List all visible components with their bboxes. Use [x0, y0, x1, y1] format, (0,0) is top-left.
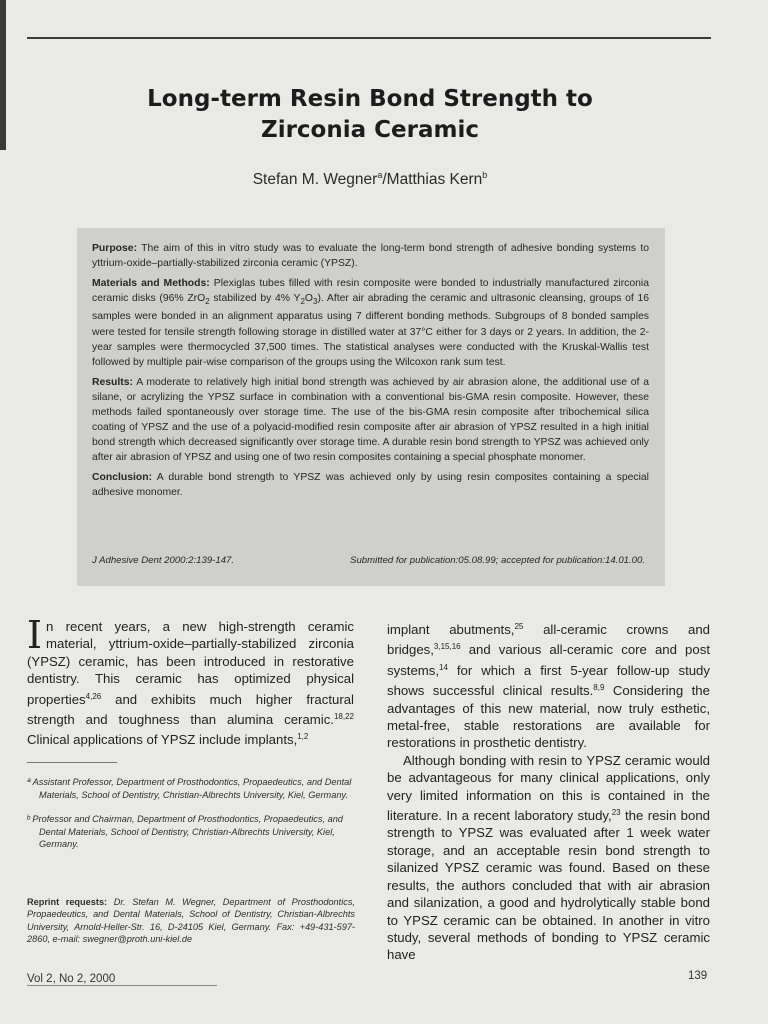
conclusion-label: Conclusion: — [92, 472, 153, 484]
footnote-rule — [27, 762, 117, 763]
results-text: A moderate to relatively high initial bond strength was achieved by air abrasion alone, the additional use of a silane, or acrylizing the YPSZ surface in combination with a conventional bis-GMA resin composite. However, these methods failed spontaneously over storage time. The use of the bis-GMA resin composite after tribochemical silica coating of YPSZ and the use of a polyacid-modified resin composite after air abrasion of YPSZ resulted in a high initial bond strength which decreased significantly over storage time. A durable resin bond strength to YPSZ was achieved only after air abrasion of YPSZ and using one of two resin composites containing a special phosphate monomer. — [92, 376, 649, 464]
author-line — [120, 170, 620, 189]
col2-text-2: all-ceramic crowns and bridges, — [387, 622, 711, 658]
abstract-conclusion — [92, 470, 649, 500]
abstract-methods — [92, 276, 649, 370]
author-2: Matthias Kern — [386, 171, 483, 189]
intro-text-1: n recent years, a new high-strength ceramic material, yttrium-oxide–partially-stabilized zirconia (YPSZ) ceramic, has been introduced in restorative dentistry. This ceramic has optimized physical properties — [27, 619, 354, 707]
second-paragraph — [387, 752, 710, 964]
journal-citation: J Adhesive Dent 2000:2:139-147. — [92, 555, 235, 566]
abstract-results — [92, 375, 649, 466]
title-line-1: Long-term Resin Bond Strength to — [147, 86, 593, 112]
col2-ref-2: 3,15,16 — [433, 642, 461, 652]
author-2-affil: b — [482, 170, 488, 180]
author-1-affil: a — [377, 170, 383, 180]
col2-text-4: for which a first 5-year follow-up study shows successful clinical results. — [387, 662, 710, 699]
article-title — [60, 84, 680, 146]
volume-info: Vol 2, No 2, 2000 — [27, 973, 116, 985]
ref-sup-3: 1,2 — [297, 732, 309, 742]
methods-text-d: ). After air abrading the ceramic and ultrasonic cleansing, groups of 16 samples were bonded in an alignment apparatus using 7 different bonding methods. Subgroups of 8 bonded samples were tested for tensile strength following storage in distilled water at 37°C either for 3 days or 2 years. In addition, the 2-year samples were thermocycled 37,500 times. The statistical analyses were conducted with the Kruskal-Wallis test followed by multiple pair-wise comparison of the groups using the Wilcoxon rank sum test. — [92, 293, 649, 368]
methods-text-b: stabilized by 4% Y — [209, 293, 301, 305]
abstract-purpose — [92, 241, 649, 271]
continued-paragraph — [387, 618, 710, 752]
conclusion-text: A durable bond strength to YPSZ was achieved only by using resin composites containing a special adhesive monomer. — [92, 472, 649, 499]
col2-p2-text-a: Although bonding with resin to YPSZ ceramic would be advantageous for many clinical applications, only very limited information on this is contained in the literature. In a recent laboratory study, — [387, 752, 710, 824]
col2-text-3: and various all-ceramic core and post systems, — [387, 642, 710, 678]
intro-text-3: Clinical applications of YPSZ include implants, — [27, 732, 298, 748]
purpose-text: The aim of this in vitro study was to evaluate the long-term bond strength of adhesive bonding systems to yttrium-oxide–partially-stabilized zirconia ceramic (YPSZ). — [92, 243, 649, 270]
title-line-2: Zirconia Ceramic — [261, 117, 479, 143]
col2-ref-4: 8,9 — [593, 683, 605, 693]
author-separator: / — [382, 171, 387, 189]
footnote-a: ª Assistant Professor, Department of Prosthodontics, Propaedeutics, and Dental Materials, School of Dentistry, Christian-Albrechts University, Kiel, Germany. — [27, 777, 352, 800]
col2-p2-ref: 23 — [611, 808, 621, 818]
affiliation-footnotes — [27, 776, 357, 863]
methods-label: Materials and Methods: — [92, 278, 210, 290]
page-number: 139 — [688, 970, 708, 982]
col2-ref-1: 25 — [514, 622, 524, 631]
submission-dates: Submitted for publication:05.08.99; accepted for publication:14.01.00. — [350, 555, 645, 566]
col2-p2-text-b: the resin bond strength to YPSZ was evaluated after 1 week water storage, and an acceptable resin bond strength to silanized YPSZ ceramic was found. Based on these results, the authors concluded that with air abrasion and silanization, a good and hydrolytically stable bond to YPSZ ceramic can be obtained. In another in vitro study, several methods of bonding to YPSZ ceramic have — [387, 808, 710, 963]
methods-sub-3: 3 — [313, 297, 318, 307]
intro-paragraph — [27, 613, 354, 749]
citation-line — [92, 553, 645, 568]
footer-rule — [27, 985, 217, 986]
methods-sub-1: 2 — [205, 297, 210, 307]
footnote-b: ᵇ Professor and Chairman, Department of Prosthodontics, Propaedeutics, and Dental Materials, School of Dentistry, Christian-Albrechts University, Kiel, Germany. — [27, 814, 343, 850]
header-rule — [27, 37, 711, 39]
col2-text-5: Considering the advantages of this new material, now truly esthetic, metal-free, stable restorations are available for restorations in prosthetic dentistry. — [387, 683, 710, 751]
body-column-left — [27, 613, 354, 749]
methods-sub-2: 2 — [300, 297, 305, 307]
abstract-box — [77, 228, 665, 586]
binding-edge — [0, 0, 6, 150]
methods-text-a: Plexiglas tubes filled with resin composite were bonded to industrially manufactured zirconia ceramic disks (96% ZrO — [92, 278, 649, 305]
reprint-text: Dr. Stefan M. Wegner, Department of Prosthodontics, Propaedeutics, and Dental Materials, School of Dentistry, Christian-Albrechts University, Arnold-Heller-Str. 16, D-24105 Kiel, Germany. Fax: +49-431-597-2860, e-mail: swegner@proth.uni-kiel.de — [27, 897, 355, 945]
reprint-label: Reprint requests: — [27, 897, 108, 907]
ref-sup-2: 18,22 — [333, 712, 354, 722]
col2-ref-3: 14 — [439, 662, 448, 672]
methods-text-c: O — [304, 293, 313, 305]
drop-cap: I — [27, 613, 43, 657]
purpose-label: Purpose: — [92, 243, 138, 254]
col2-text-1: implant abutments, — [387, 622, 515, 637]
intro-text-2: and exhibits much higher fractural strength and toughness than alumina ceramic. — [27, 691, 354, 728]
body-column-right — [387, 618, 710, 964]
results-label: Results: — [92, 376, 133, 388]
author-1: Stefan M. Wegner — [252, 171, 378, 189]
reprint-requests — [27, 896, 355, 946]
ref-sup-1: 4,26 — [85, 691, 102, 701]
